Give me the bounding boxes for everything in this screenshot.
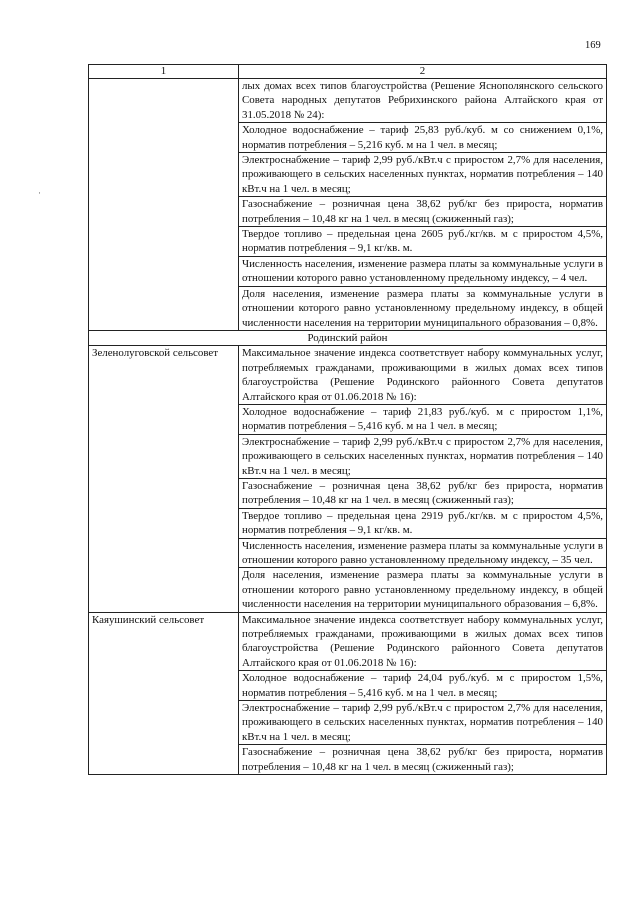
- paragraph: Электроснабжение – тариф 2,99 руб./кВт.ч с приростом 2,7% для населения, проживающего в сельских населенных пунктах, норматив потребления – 140 кВт.ч на 1 чел. в месяц;: [239, 434, 606, 478]
- paragraph: Численность населения, изменение размера платы за коммунальные услуги в отношении которого равно установленному предельному индексу, – 4 чел.: [239, 256, 606, 286]
- paragraph: Электроснабжение – тариф 2,99 руб./кВт.ч с приростом 2,7% для населения, проживающего в сельских населенных пунктах, норматив потребления – 140 кВт.ч на 1 чел. в месяц;: [239, 152, 606, 196]
- column-header-2: 2: [239, 65, 607, 79]
- paragraph: Газоснабжение – розничная цена 38,62 руб/кг без прироста, норматив потребления – 10,48 кг на 1 чел. в месяц (сжиженный газ);: [239, 196, 606, 226]
- paragraph: Твердое топливо – предельная цена 2919 руб./кг/кв. м с приростом 4,5%, норматив потребления – 9,1 кг/кв. м.: [239, 508, 606, 538]
- municipality-name: Каяушинский сельсовет: [89, 612, 239, 774]
- paragraph: Холодное водоснабжение – тариф 21,83 руб./куб. м с приростом 1,1%, норматив потребления – 5,416 куб. м на 1 чел. в месяц;: [239, 404, 606, 434]
- paragraph: Твердое топливо – предельная цена 2605 руб./кг/кв. м с приростом 4,5%, норматив потребления – 9,1 кг/кв. м.: [239, 226, 606, 256]
- paragraph: Холодное водоснабжение – тариф 25,83 руб./куб. м со снижением 0,1%, норматив потребления – 5,216 куб. м на 1 чел. в месяц;: [239, 122, 606, 152]
- table-header-row: [89, 65, 607, 79]
- margin-mark: ·: [38, 188, 41, 198]
- paragraph: Доля населения, изменение размера платы за коммунальные услуги в отношении которого равно установленному предельному индексу, в общей численности населения на территории муниципального образования – 6,8%.: [239, 567, 606, 611]
- paragraph: Численность населения, изменение размера платы за коммунальные услуги в отношении которого равно установленному предельному индексу, – 35 чел.: [239, 538, 606, 568]
- paragraph: Максимальное значение индекса соответствует набору коммунальных услуг, потребляемых гражданами, проживающими в жилых домах всех типов благоустройства (Решение Родинского районного Совета депутатов Алтайского края от 01.06.2018 № 16):: [242, 613, 603, 669]
- table-row: [89, 346, 607, 612]
- table-row: [89, 79, 607, 331]
- paragraph: Электроснабжение – тариф 2,99 руб./кВт.ч с приростом 2,7% для населения, проживающего в сельских населенных пунктах, норматив потребления – 140 кВт.ч на 1 чел. в месяц;: [239, 700, 606, 744]
- paragraph: Доля населения, изменение размера платы за коммунальные услуги в отношении которого равно установленному предельному индексу, в общей численности населения на территории муниципального образования – 0,8%.: [239, 286, 606, 330]
- data-table: [88, 64, 607, 775]
- paragraph: Максимальное значение индекса соответствует набору коммунальных услуг, потребляемых гражданами, проживающими в жилых домах всех типов благоустройства (Решение Родинского районного Совета депутатов Алтайского края от 01.06.2018 № 16):: [242, 347, 603, 403]
- section-row: [89, 330, 607, 345]
- paragraph: лых домах всех типов благоустройства (Решение Яснополянского сельского Совета народных депутатов Ребрихинского района Алтайского края от 31.05.2018 № 24):: [242, 80, 603, 121]
- table-row: [89, 612, 607, 774]
- description-cell: [239, 79, 607, 331]
- description-cell: [239, 346, 607, 612]
- municipality-name: [89, 79, 239, 331]
- paragraph: Газоснабжение – розничная цена 38,62 руб/кг без прироста, норматив потребления – 10,48 кг на 1 чел. в месяц (сжиженный газ);: [239, 744, 606, 774]
- page-number: 169: [585, 40, 601, 51]
- paragraph: Холодное водоснабжение – тариф 24,04 руб./куб. м с приростом 1,5%, норматив потребления – 5,416 куб. м на 1 чел. в месяц;: [239, 670, 606, 700]
- municipality-name: Зеленолуговской сельсовет: [89, 346, 239, 612]
- description-cell: [239, 612, 607, 774]
- district-title: Родинский район: [89, 330, 607, 345]
- paragraph: Газоснабжение – розничная цена 38,62 руб/кг без прироста, норматив потребления – 10,48 кг на 1 чел. в месяц (сжиженный газ);: [239, 478, 606, 508]
- column-header-1: 1: [89, 65, 239, 79]
